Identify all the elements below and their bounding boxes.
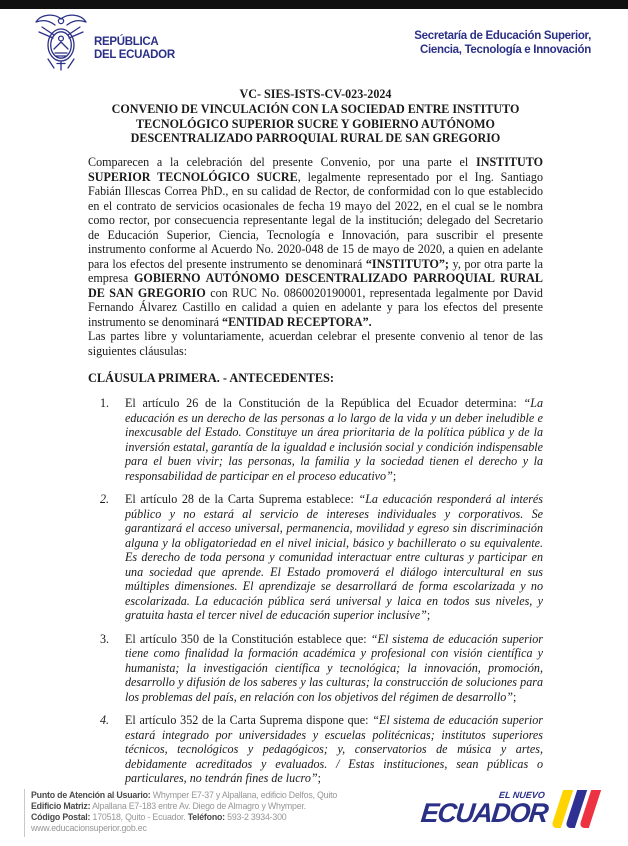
item-text-3: El artículo 350 de la Constitución establece que: “El sistema de educación superior tiene como finalidad la formación académica y profesional con visión científica y humanista; la investigación científica y tecnológica; la innovación, promoción, desarrollo y difusión de los saberes y las culturas; la construcción de soluciones para los problemas del país, en relación con los objetivos del régimen de desarrollo”; [125, 631, 543, 704]
document-body [88, 87, 543, 795]
item-number-3: 3. [100, 631, 110, 646]
logo-el-nuevo: EL NUEVO [498, 790, 546, 800]
footer-line-postal-phone: Código Postal: 170518, Quito - Ecuador. Teléfono: 593-2 3934-300 [31, 812, 287, 822]
top-black-bar [0, 0, 628, 9]
antecedente-item-3 [100, 632, 543, 705]
logo-line-1: REPÚBLICA [94, 36, 159, 48]
footer-divider [24, 789, 25, 837]
el-nuevo-ecuador-wordmark [421, 790, 547, 827]
item-text-4: El artículo 352 de la Carta Suprema dispone que: “El sistema de educación superior estará integrado por universidades y escuelas politécnicas; institutos superiores técnicos, tecnológicos y pedagógicos; y, conservatorios de música y artes, debidamente acreditados y evaluados. / Estas instituciones, sean públicas o particulares, no tendrán fines de lucro”; [125, 713, 543, 786]
footer-line-building: Edificio Matriz: Alpallana E7-183 entre Av. Diego de Almagro y Whymper. [31, 801, 306, 811]
secretaria-name [414, 30, 591, 57]
footer-line-attention: Punto de Atención al Usuario: Whymper E7-37 y Alpallana, edificio Delfos, Quito [31, 790, 338, 800]
item-number-2: 2. [100, 492, 110, 507]
item-number-1: 1. [100, 396, 110, 411]
antecedente-item-4 [100, 713, 543, 786]
item-number-4: 4. [100, 713, 110, 728]
org-line-1: Secretaría de Educación Superior, [414, 30, 591, 42]
agreement-paragraph: Las partes libre y voluntariamente, acuerdan celebrar el presente convenio al tenor de las siguientes cláusulas: [88, 329, 543, 358]
clause-heading: CLÁUSULA PRIMERA. - ANTECEDENTES: [88, 371, 334, 386]
footer-contact-info [31, 790, 337, 834]
footer-website: www.educacionsuperior.gob.ec [31, 823, 147, 833]
item-text-2: El artículo 28 de la Carta Suprema establece: “La educación responderá al interés público y no estará al servicio de intereses individuales y corporativos. Se garantizará el acceso universal, permanencia, movilidad y egreso sin discriminación alguna y la obligatoriedad en el nivel inicial, básico y bachillerato o su equivalente. Es derecho de toda persona y comunidad interactuar entre culturas y participar en una sociedad que aprende. El Estado promoverá el diálogo intercultural en sus múltiples dimensiones. El aprendizaje se desarrollará de forma escolarizada y no escolarizada. La educación pública será universal y laica en todos sus niveles, y gratuita hasta el tercer nivel de educación superior inclusive”; [125, 492, 543, 623]
item-text-1: El artículo 26 de la Constitución de la República del Ecuador determina: “La educación es un derecho de las personas a lo largo de la vida y un deber ineludible e inexcusable del Estado. Constituye un área prioritaria de la política pública y de la inversión estatal, garantía de la igualdad e inclusión social y condición indispensable para el buen vivir; las personas, la familia y la sociedad tienen el derecho y la responsabilidad de participar en el proceso educativo”; [125, 396, 543, 483]
el-nuevo-ecuador-logo [421, 790, 595, 828]
document-code: VC- SIES-ISTS-CV-023-2024 [239, 87, 392, 101]
page-footer [0, 786, 628, 846]
document-title: CONVENIO DE VINCULACIÓN CON LA SOCIEDAD ENTRE INSTITUTO TECNOLÓGICO SUPERIOR SUCRE Y GOBIERNO AUTÓNOMO DESCENTRALIZADO PARROQUIAL RURAL DE SAN GREGORIO [111, 101, 520, 146]
logo-ecuador: ECUADOR [419, 798, 549, 828]
intro-paragraph: Comparecen a la celebración del presente Convenio, por una parte el INSTITUTO SUPERIOR TECNOLÓGICO SUCRE, legalmente representado por el Ing. Santiago Fabián Illescas Correa PhD., en su calidad de Rector, de conformidad con lo que establecido en el contrato de servicios ocasionales de fecha 19 mayo del 2022, en el cual se le nombra como rector, por consecuencia representante legal de la institución; delegado del Secretario de Educación Superior, Ciencia, Tecnología e Innovación, para suscribir el presente instrumento conforme al Acuerdo No. 2020-048 de 15 de mayo de 2020, a quien en adelante para los efectos del presente instrumento se denominará “INSTITUTO”; y, por otra parte la empresa GOBIERNO AUTÓNOMO DESCENTRALIZADO PARROQUIAL RURAL DE SAN GREGORIO con RUC No. 0860020190001, representada legalmente por David Fernando Álvarez Castillo en calidad a quien en adelante y para los efectos del presente instrumento se denominará “ENTIDAD RECEPTORA”. [88, 155, 543, 329]
antecedente-item-2 [100, 492, 543, 623]
logo-line-2: DEL ECUADOR [94, 49, 175, 61]
org-line-2: Ciencia, Tecnología e Innovación [419, 43, 591, 56]
republica-del-ecuador-wordmark [94, 36, 175, 62]
antecedente-item-1 [100, 396, 543, 483]
antecedentes-list [100, 396, 543, 786]
ecuador-coat-of-arms-icon [33, 12, 89, 76]
tricolor-stripes-icon [553, 790, 595, 828]
